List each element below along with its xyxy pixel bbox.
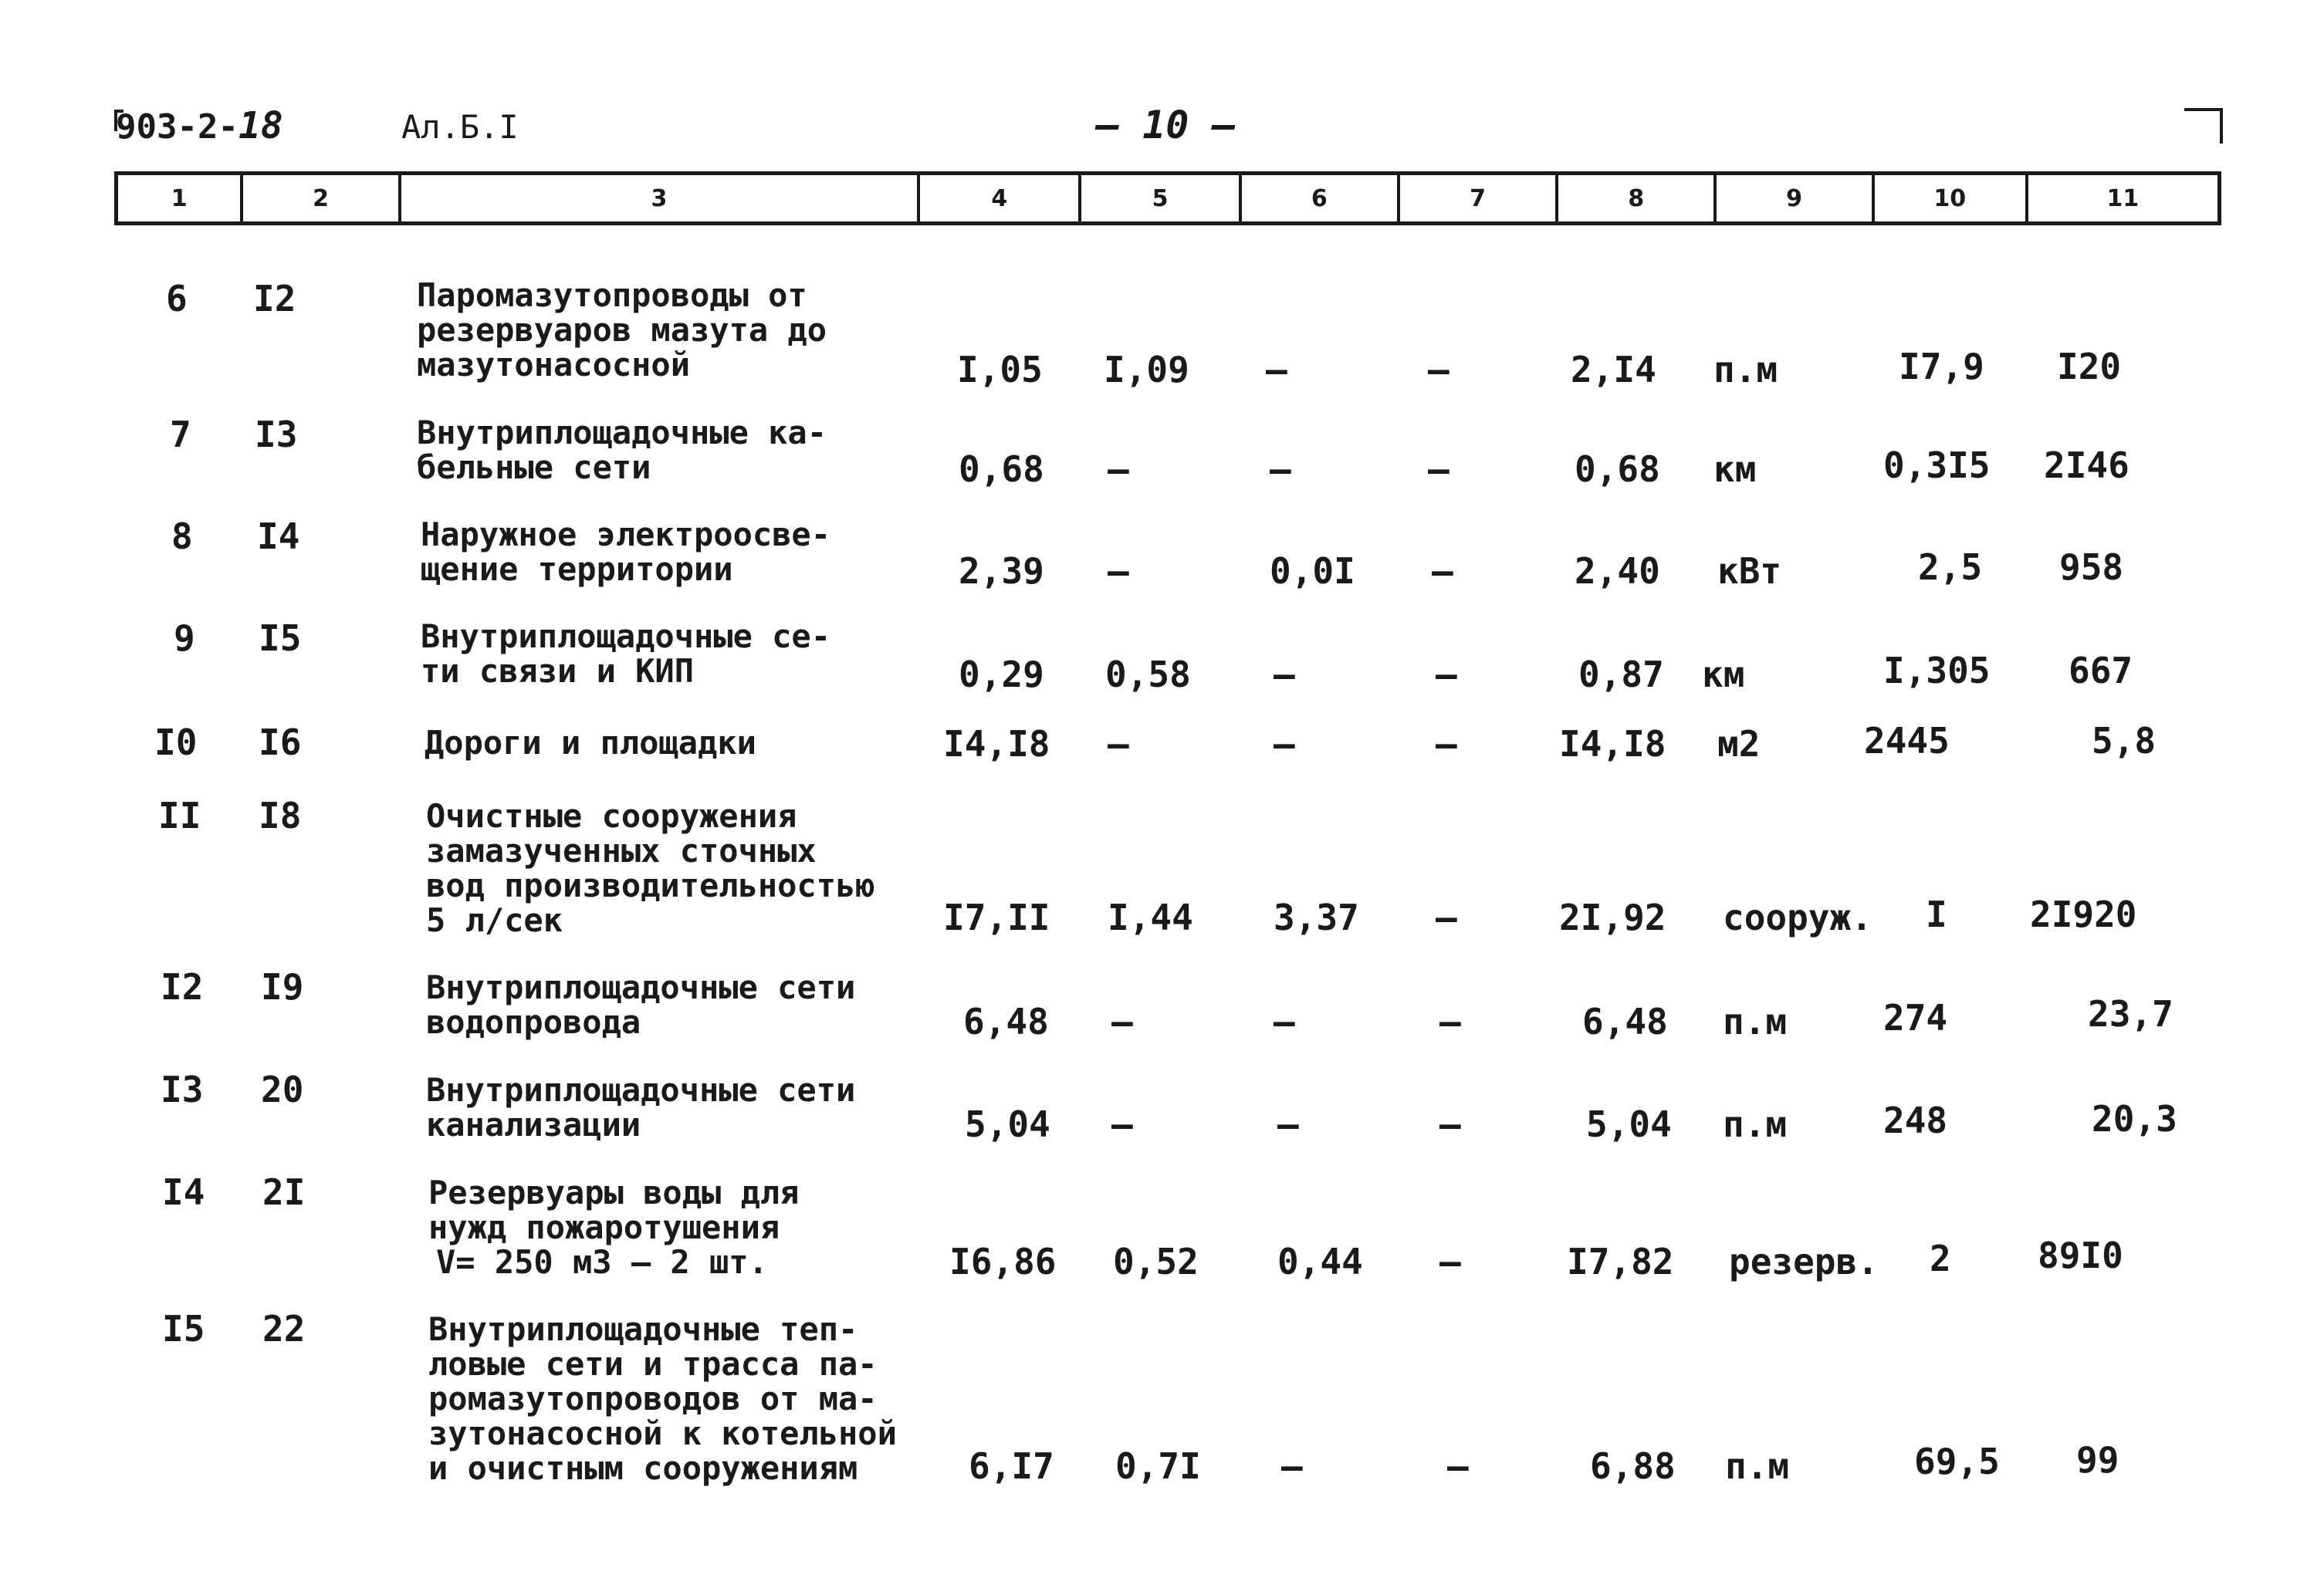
value-col6: – [1270, 448, 1291, 490]
unit: п.м [1725, 1445, 1790, 1487]
value-col7: – [1428, 349, 1450, 390]
value-col8: I7,82 [1567, 1241, 1674, 1282]
value-col7: – [1439, 1103, 1461, 1145]
row-ref: 2I [262, 1171, 306, 1213]
value-col5: – [1108, 550, 1129, 592]
value-col7: – [1439, 1001, 1461, 1042]
value-col10: 69,5 [1914, 1441, 2000, 1482]
value-col5: 0,58 [1105, 654, 1191, 695]
value-col5: – [1108, 448, 1129, 490]
value-col7: – [1439, 1241, 1461, 1282]
value-col7: – [1436, 723, 1457, 765]
value-col11: 667 [2069, 650, 2133, 691]
value-col7: – [1432, 550, 1453, 592]
value-col5: – [1111, 1001, 1133, 1042]
row-description: Резервуары воды для нужд пожаротушения V= 250 м3 – 2 шт. [428, 1174, 800, 1281]
value-col8: 5,04 [1586, 1103, 1672, 1145]
value-col11: 89I0 [2038, 1235, 2123, 1276]
row-description: Внутриплощадочные ка- бельные сети [417, 414, 827, 486]
value-col7: – [1447, 1445, 1469, 1487]
row-description: Очистные сооружения замазученных сточных вод производительностью 5 л/сек [426, 797, 875, 939]
value-col8: 6,88 [1590, 1445, 1676, 1487]
value-col5: 0,52 [1113, 1241, 1199, 1282]
unit: п.м [1723, 1103, 1788, 1145]
value-col10: 2 [1930, 1238, 1951, 1279]
unit: сооруж. [1723, 897, 1872, 938]
sheet-label: Ал.Б.I [401, 108, 519, 146]
row-number: I4 [162, 1171, 205, 1213]
value-col4: 5,04 [965, 1103, 1050, 1145]
row-ref: I8 [259, 795, 302, 836]
column-number: 6 [1242, 175, 1400, 221]
value-col11: 20,3 [2092, 1098, 2177, 1140]
row-ref: I9 [261, 966, 304, 1008]
column-number: 1 [118, 175, 243, 221]
column-number: 4 [920, 175, 1081, 221]
unit: резерв. [1729, 1241, 1879, 1282]
column-number: 3 [401, 175, 921, 221]
value-col11: 2I920 [2030, 894, 2137, 935]
unit: кВт [1717, 550, 1782, 592]
value-col10: I,305 [1883, 650, 1991, 691]
column-number: 7 [1400, 175, 1558, 221]
row-ref: I3 [255, 414, 298, 455]
row-number: 6 [166, 278, 188, 319]
row-number: I2 [161, 966, 204, 1008]
value-col4: 6,48 [963, 1001, 1049, 1042]
row-description: Внутриплощадочные теп- ловые сети и трасса па- ромазутопроводов от ма- зутонасосной к котельной и очистным сооружениям [428, 1310, 897, 1487]
value-col6: 0,44 [1277, 1241, 1363, 1282]
value-col7: – [1436, 654, 1457, 695]
value-col10: 274 [1883, 997, 1948, 1039]
value-col5: – [1111, 1103, 1133, 1145]
value-col6: – [1281, 1445, 1303, 1487]
row-description: Наружное электроосве- щение территории [421, 515, 831, 588]
row-number: II [158, 795, 201, 836]
value-col11: 5,8 [2092, 720, 2157, 762]
unit: п.м [1713, 349, 1778, 390]
value-col8: 0,68 [1575, 448, 1660, 490]
value-col6: – [1274, 1001, 1295, 1042]
column-number: 11 [2106, 184, 2140, 212]
value-col5: I,44 [1108, 897, 1193, 938]
value-col11: I20 [2057, 346, 2122, 387]
value-col4: I,05 [957, 349, 1043, 390]
value-col6: 3,37 [1274, 897, 1359, 938]
row-number: 7 [170, 414, 191, 455]
value-col6: 0,0I [1270, 550, 1355, 592]
row-number: I5 [162, 1308, 205, 1350]
row-ref: I2 [253, 278, 296, 319]
document-code-handwritten: 18 [238, 104, 283, 147]
value-col10: I7,9 [1899, 346, 1984, 387]
value-col8: 6,48 [1582, 1001, 1668, 1042]
column-number: 10 [1875, 175, 2028, 221]
value-col6: – [1274, 654, 1295, 695]
value-col10: 248 [1883, 1100, 1948, 1141]
column-number: 2 [243, 175, 401, 221]
row-number: I3 [161, 1069, 204, 1110]
value-col6: – [1266, 349, 1287, 390]
row-number: 9 [174, 617, 195, 659]
unit: км [1713, 448, 1757, 490]
value-col6: – [1274, 723, 1295, 765]
value-col8: 2I,92 [1559, 897, 1666, 938]
value-col7: – [1428, 448, 1450, 490]
value-col11: 958 [2059, 546, 2124, 588]
value-col4: I4,I8 [943, 723, 1050, 765]
value-col10: 2445 [1864, 720, 1950, 762]
value-col4: 0,68 [959, 448, 1044, 490]
page-number: — 10 — [1096, 103, 1236, 147]
row-description: Паромазутопроводы от резервуаров мазута до мазутонасосной [417, 276, 827, 384]
value-col4: I6,86 [949, 1241, 1057, 1282]
row-ref: I5 [259, 617, 302, 659]
value-col4: 2,39 [959, 550, 1044, 592]
unit: п.м [1723, 1001, 1788, 1042]
value-col10: 0,3I5 [1883, 444, 1991, 486]
value-col5: – [1108, 723, 1129, 765]
value-col10: I [1926, 894, 1947, 935]
row-description: Внутриплощадочные сети водопровода [426, 968, 856, 1041]
value-col11: 23,7 [2088, 993, 2173, 1035]
value-col6: – [1277, 1103, 1299, 1145]
row-description: Внутриплощадочные сети канализации [426, 1071, 856, 1144]
value-col5: I,09 [1104, 349, 1189, 390]
document-code-print: 903-2- [116, 107, 238, 147]
value-col8: 0,87 [1578, 654, 1664, 695]
value-col7: – [1436, 897, 1457, 938]
row-ref: 20 [261, 1069, 304, 1110]
column-number: 8 [1558, 175, 1717, 221]
row-ref: 22 [262, 1308, 306, 1350]
value-col4: 6,I7 [969, 1445, 1054, 1487]
value-col11: 99 [2076, 1439, 2119, 1481]
value-col4: 0,29 [959, 654, 1044, 695]
value-col8: 2,I4 [1571, 349, 1656, 390]
row-ref: I6 [259, 721, 302, 763]
row-ref: I4 [257, 515, 300, 557]
unit: м2 [1717, 723, 1761, 765]
row-description: Внутриплощадочные се- ти связи и КИП [421, 617, 831, 690]
row-description: Дороги и площадки [425, 724, 756, 762]
value-col8: 2,40 [1575, 550, 1660, 592]
value-col10: 2,5 [1918, 546, 1983, 588]
value-col8: I4,I8 [1559, 723, 1666, 765]
unit: км [1702, 654, 1745, 695]
row-number: 8 [171, 515, 193, 557]
row-number: I0 [154, 721, 198, 763]
column-number: 9 [1717, 175, 1874, 221]
value-col4: I7,II [943, 897, 1050, 938]
value-col11: 2I46 [2044, 444, 2129, 486]
column-number: 5 [1081, 175, 1241, 221]
value-col5: 0,7I [1115, 1445, 1201, 1487]
